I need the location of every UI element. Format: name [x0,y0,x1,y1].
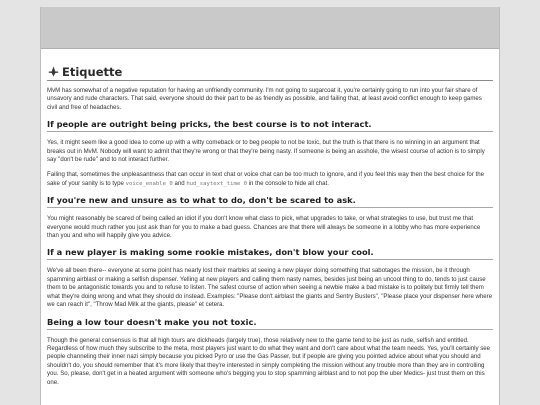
article-content [47,65,493,394]
section-low-tour-paragraph: Though the general consensus is that all high tours are dickheads (largely true), those relatively new to the game tend to be just as rude, selfish and entitled. Regardless of how much they subscribe to the meta, most players just want to do what they want and don't care about what the team needs. Yes, you'll certainly see people channeling their inner nazi simply because you picked Pyro or use the Gas Passer, but if people are giving you pointed advice about what you should and shouldn't do, you should remember that it's more likely that they're interested in simply completing the mission without any trouble more than they are in controlling you. So, please, don't get in a heated argument with someone who's begging you to stop spamming airblast and to not pop the uber Medics- just trust them on this one. [47,336,491,386]
paragraph-text: in the console to hide all chat. [246,179,329,187]
page-container [40,7,500,405]
intro-paragraph: MvM has somewhat of a negative reputation for having an unfriendly community. I'm not going to sugarcoat it, you're certainly going to run into your fair share of unsavory and rude characters. That said, everyone should do their part to be as friendly as possible, and failing that, at least avoid conflict enough to keep games civil and free of headaches. [47,87,482,111]
section-heading-low-tour: Being a low tour doesn't make you not toxic. [47,317,493,330]
tf2-logo-icon [47,66,59,78]
section-new-players-paragraph: You might reasonably be scared of being called an idiot if you don't know what class to pick, what upgrades to take, or what strategies to use, but trust me that everyone would much rather you just ask than for you to make a bad guess. Chances are that there will always be someone in a lobby who has more experience than you and who will happily give you advice. [47,215,481,240]
paragraph-text: and [172,179,187,187]
paragraph-text: Failing that, sometimes the unpleasantness that can occur in text chat or voice chat can be too much to ignore, and if you feel this way then the best choice for the sake of your sanity is to type [47,171,484,187]
console-command-voice: voice_enable 0 [125,180,173,187]
section-pricks-paragraph-1: Yes, it might seem like a good idea to come up with a witty comeback or to beg people to not be toxic, but the truth is that there is no winning in an argument that breaks out in MvM. Nobody will want to admit that they're wrong or that they're being nasty. If someone is being an asshole, the wisest course of action is to simply say "don't be rude" and to not interact further. [47,139,485,164]
page-title-text: Etiquette [62,64,123,79]
section-pricks-paragraph-2 [47,171,493,188]
section-rookie-mistakes-paragraph: We've all been there-- everyone at some point has nearly lost their marbles at seeing a new player doing something that sabotages the mission, be it through spamming airblast or making a selfish dispenser. Yelling at new players and calling them nasty names, besides just being an uncool thing to do, tends to just cause them to be antagonistic towards you and to refuse to listen. The safest course of action when seeing a newbie make a bad mistake is to politely but firmly tell them what they're doing wrong and what they should do instead. Examples: "Please don't airblast the giants and Sentry Busters", "Please place your dispenser here where we can reach it", "Throw Mad Milk at the giants, please" et cetera. [47,267,493,309]
page-title [47,65,493,81]
header-banner [41,7,499,49]
section-heading-new-players: If you're new and unsure as to what to do, don't be scared to ask. [47,195,493,208]
console-command-saytext: hud_saytext_time 0 [186,180,247,187]
section-heading-rookie-mistakes: If a new player is making some rookie mistakes, don't blow your cool. [47,247,493,260]
section-heading-pricks: If people are outright being pricks, the best course is to not interact. [47,119,493,132]
